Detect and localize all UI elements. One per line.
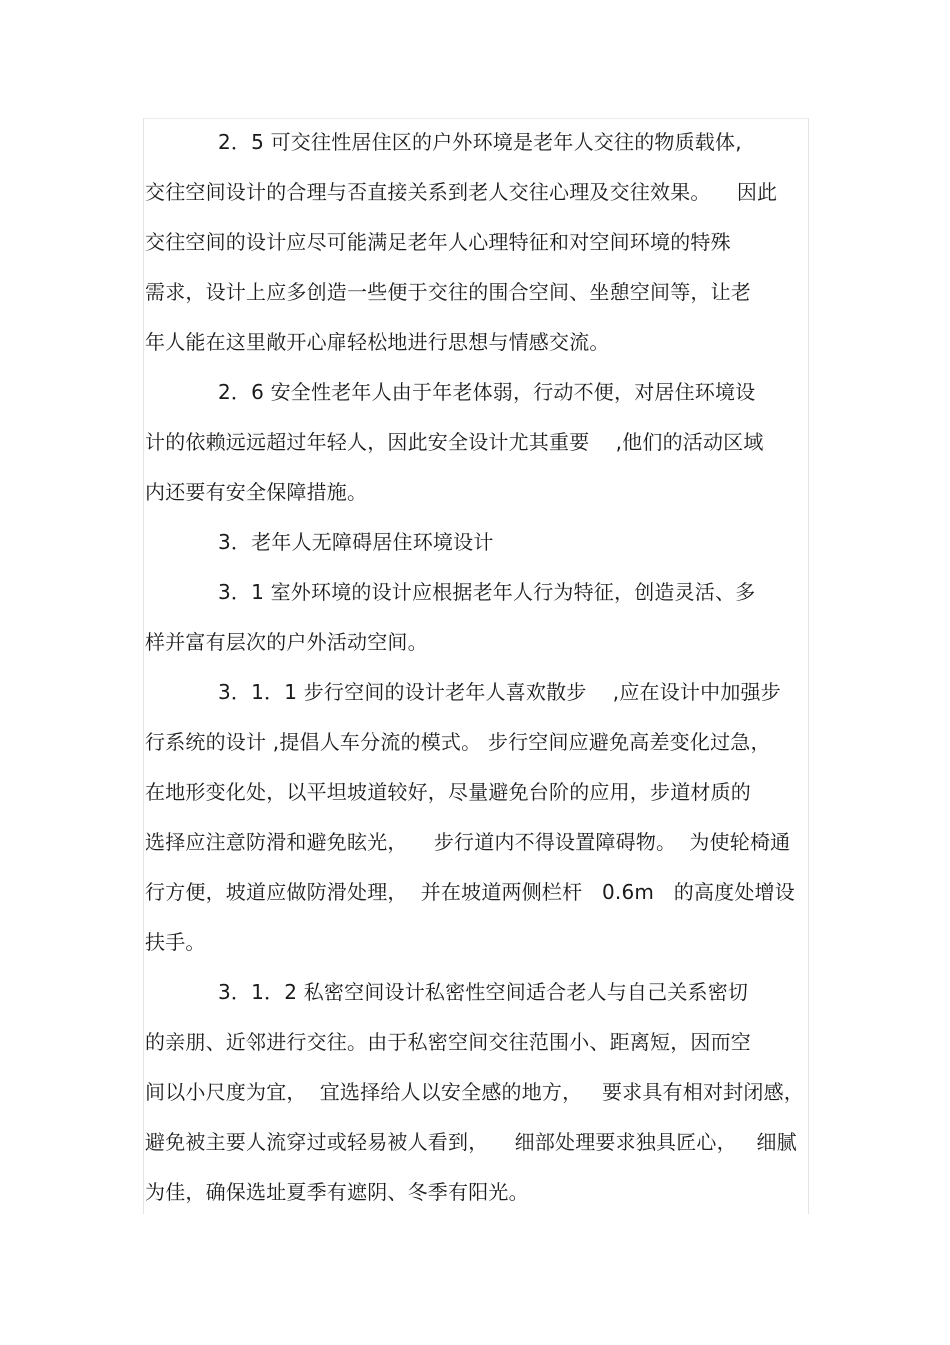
text-line: 2．6 安全性老年人由于年老体弱，行动不便，对居住环境设 — [218, 380, 756, 404]
text-line: 间以小尺度为宜， 宜选择给人以安全感的地方， 要求具有相对封闭感， — [145, 1080, 804, 1104]
text-line: 的亲朋、近邻进行交往。由于私密空间交往范围小、距离短，因而空 — [145, 1030, 751, 1054]
text-line: 内还要有安全保障措施。 — [145, 480, 368, 504]
text-line: 选择应注意防滑和避免眩光， 步行道内不得设置障碍物。 为使轮椅通 — [145, 830, 791, 854]
text-line: 行系统的设计 ,提倡人车分流的模式。 步行空间应避免高差变化过急， — [145, 730, 771, 754]
text-line: 年人能在这里敞开心扉轻松地进行思想与情感交流。 — [145, 330, 610, 354]
text-line: 3．1．2 私密空间设计私密性空间适合老人与自己关系密切 — [218, 980, 749, 1004]
text-line: 在地形变化处，以平坦坡道较好，尽量避免台阶的应用，步道材质的 — [145, 780, 751, 804]
text-line: 避免被主要人流穿过或轻易被人看到， 细部处理要求独具匠心， 细腻 — [145, 1130, 797, 1154]
text-line: 需求，设计上应多创造一些便于交往的围合空间、坐憩空间等，让老 — [145, 280, 751, 304]
text-line: 样并富有层次的户外活动空间。 — [145, 630, 428, 654]
text-line: 2．5 可交往性居住区的户外环境是老年人交往的物质载体, — [218, 130, 742, 154]
text-line: 行方便，坡道应做防滑处理， 并在坡道两侧栏杆 0.6m 的高度处增设 — [145, 880, 795, 904]
section-heading: 3．老年人无障碍居住环境设计 — [218, 530, 494, 554]
text-line: 计的依赖远远超过年轻人，因此安全设计尤其重要 ,他们的活动区域 — [145, 430, 764, 454]
text-line: 交往空间的设计应尽可能满足老年人心理特征和对空间环境的特殊 — [145, 230, 731, 254]
text-line: 扶手。 — [145, 930, 206, 954]
text-line: 3．1 室外环境的设计应根据老年人行为特征，创造灵活、多 — [218, 580, 756, 604]
text-line: 3．1．1 步行空间的设计老年人喜欢散步 ,应在设计中加强步 — [218, 680, 781, 704]
text-line: 交往空间设计的合理与否直接关系到老人交往心理及交往效果。 因此 — [145, 180, 778, 204]
text-line: 为佳，确保选址夏季有遮阴、冬季有阳光。 — [145, 1180, 529, 1204]
